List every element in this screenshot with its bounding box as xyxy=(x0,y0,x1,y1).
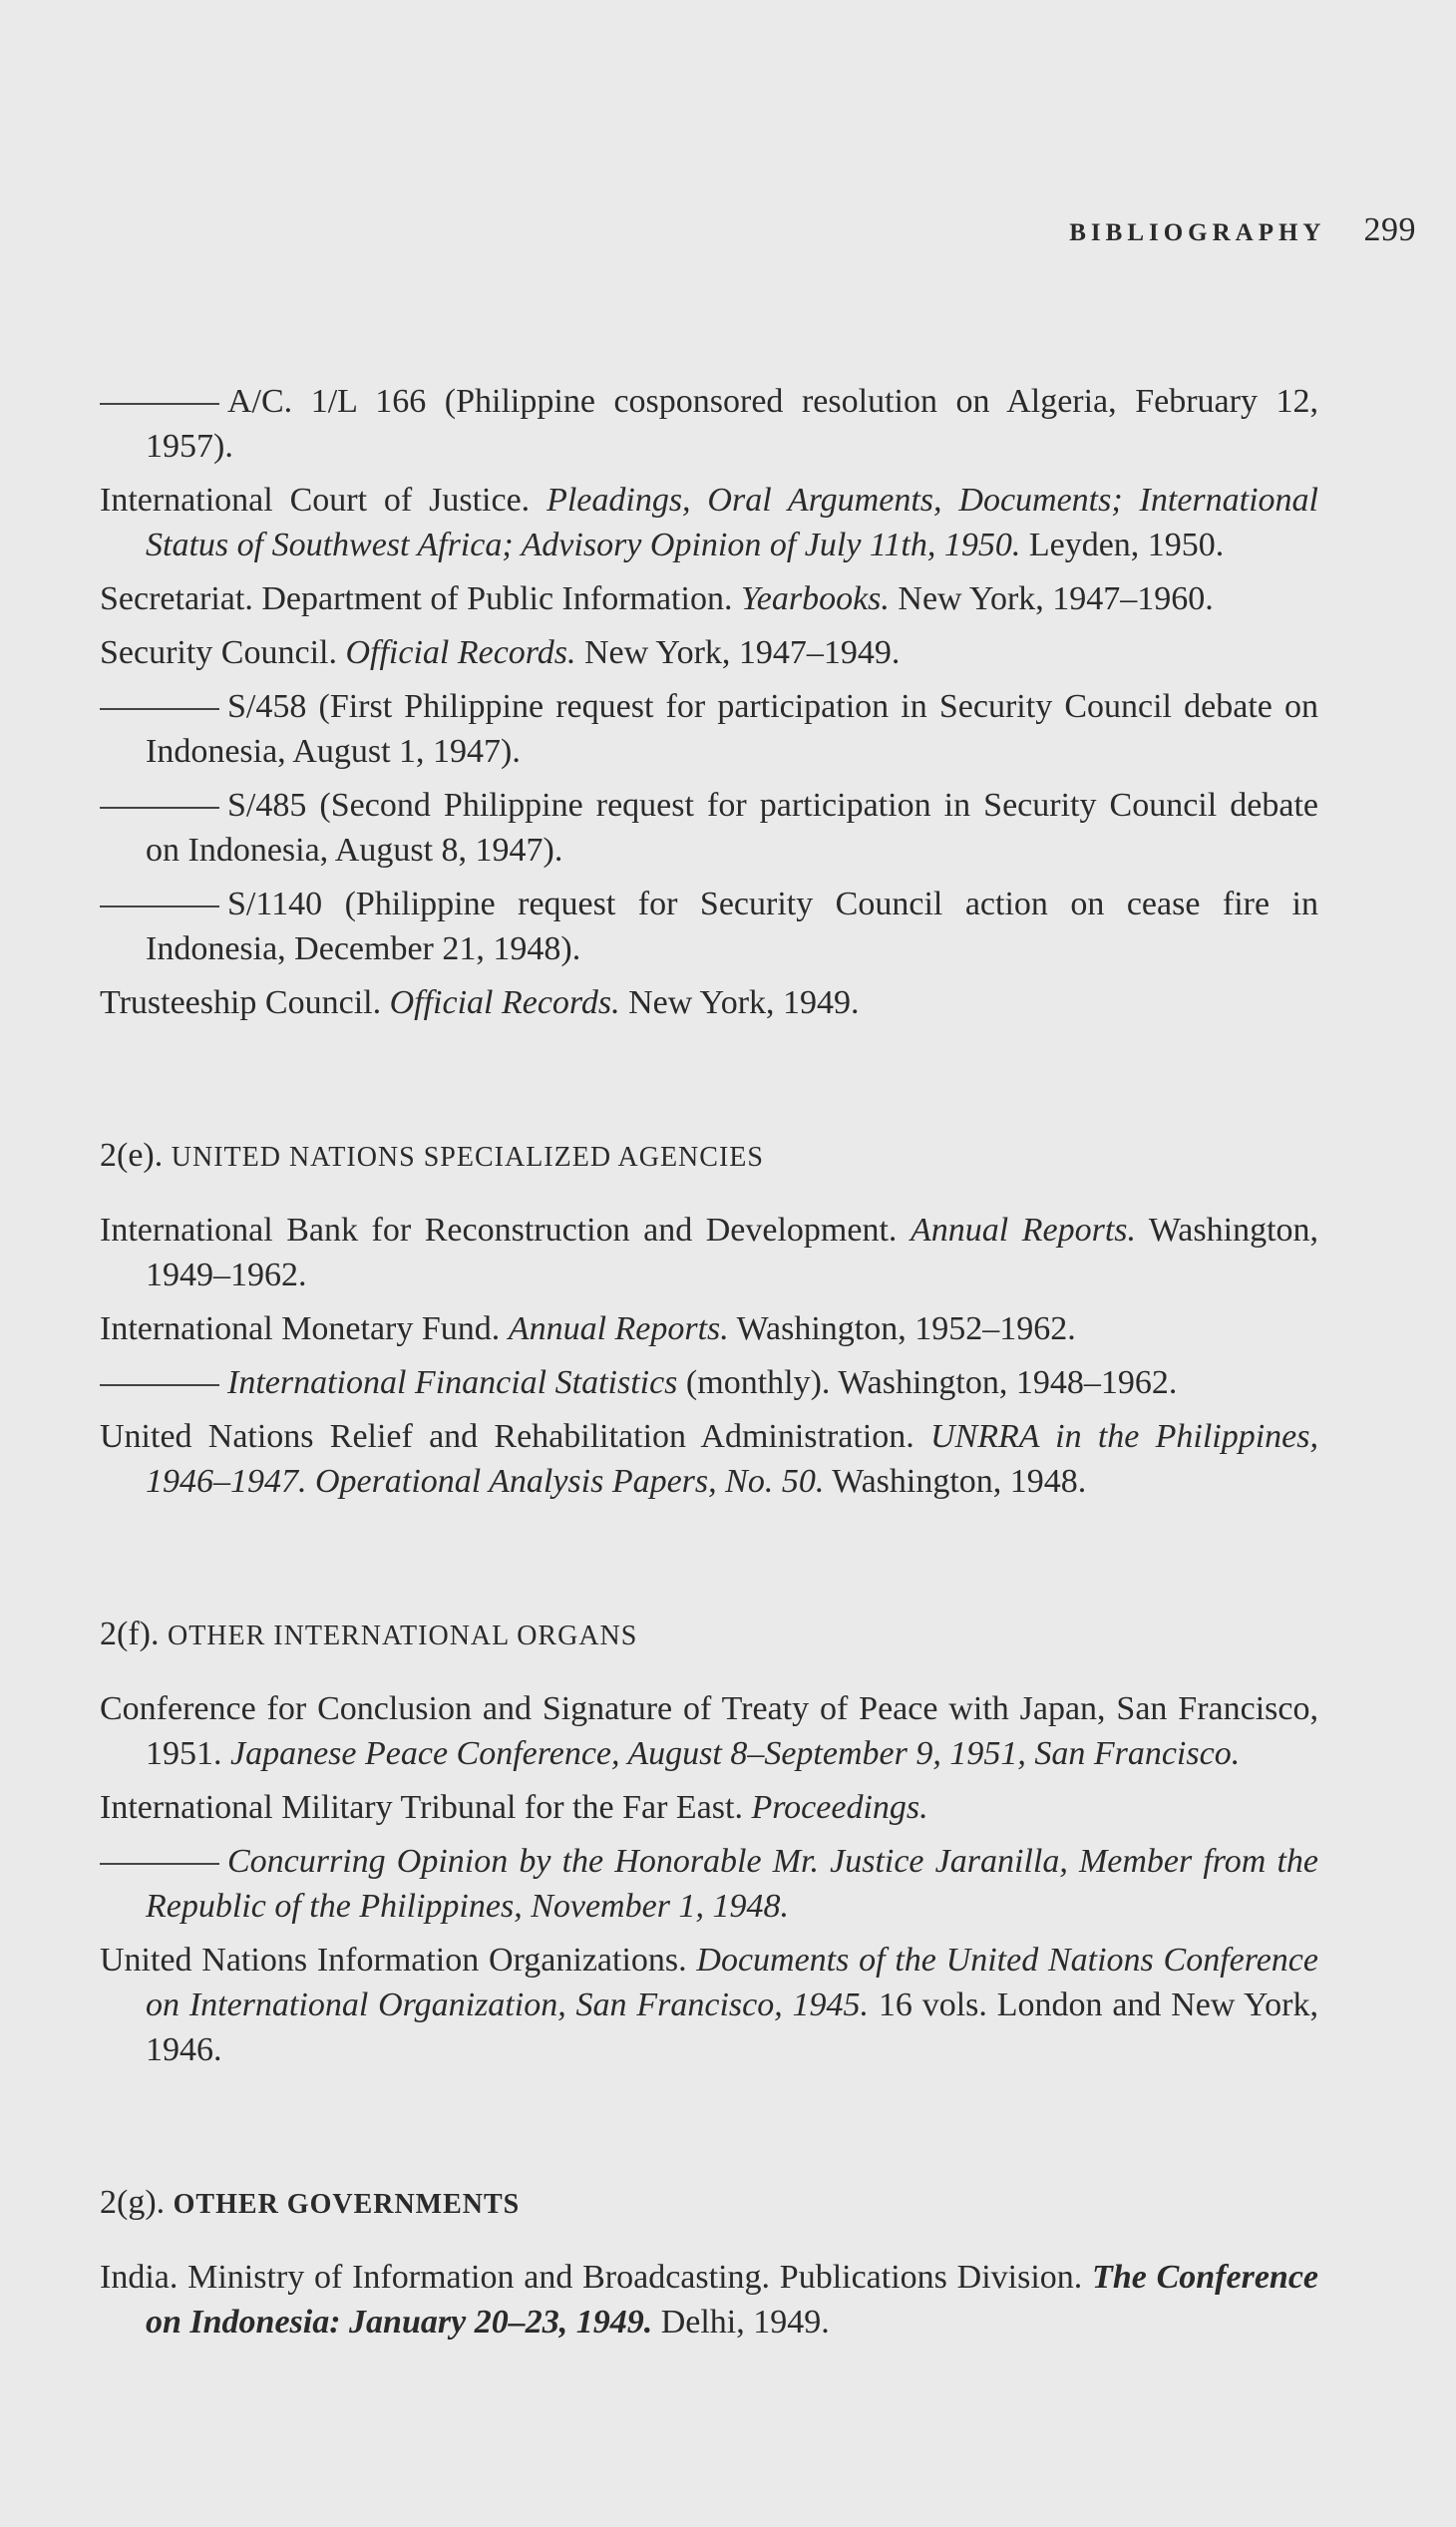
entry-author: United Nations Relief and Rehabilitation Administration. xyxy=(100,1418,930,1455)
bibliography-entry xyxy=(100,1686,1318,1776)
specialized-agencies-list xyxy=(100,1208,1318,1504)
un-documents-list xyxy=(100,379,1318,1025)
bibliography-entry xyxy=(100,1306,1318,1351)
entry-author: Secretariat. Department of Public Information. xyxy=(100,580,741,617)
bibliography-entry xyxy=(100,783,1318,873)
running-head: BIBLIOGRAPHY xyxy=(1069,219,1326,246)
ditto-dash xyxy=(100,1384,219,1386)
section-heading-2e xyxy=(100,1133,1318,1180)
entry-imprint: Washington, 1948. xyxy=(824,1463,1087,1500)
entry-author: Security Council. xyxy=(100,634,346,671)
entry-title: Yearbooks. xyxy=(740,580,890,617)
ditto-dash xyxy=(100,905,219,907)
entry-imprint: Washington, 1952–1962. xyxy=(728,1310,1076,1347)
bibliography-entry xyxy=(100,882,1318,971)
entry-author: United Nations Information Organizations. xyxy=(100,1942,697,1979)
section-heading-2g xyxy=(100,2180,1318,2227)
bibliography-entry xyxy=(100,478,1318,567)
entry-imprint: Washington, 1949–1962. xyxy=(146,1212,1319,1293)
ditto-dash xyxy=(100,1863,219,1865)
bibliography-entry xyxy=(100,1938,1318,2072)
other-governments-list xyxy=(100,2255,1318,2345)
entry-imprint: Leyden, 1950. xyxy=(1020,527,1225,563)
page-header xyxy=(0,211,1416,249)
bibliography-entry xyxy=(100,379,1318,469)
entry-imprint: Delhi, 1949. xyxy=(652,2304,830,2341)
entry-title: International Financial Statistics xyxy=(227,1364,678,1401)
entry-author: International Court of Justice. xyxy=(100,482,547,519)
entry-title: Official Records. xyxy=(389,984,620,1021)
entry-author: International Bank for Reconstruction and Development. xyxy=(100,1212,910,1249)
entry-title: Official Records. xyxy=(345,634,576,671)
entry-imprint: New York, 1947–1949. xyxy=(575,634,901,671)
entry-title: Concurring Opinion by the Honorable Mr. Justice Jaranilla, Member from the Republic of the Philippines, November 1, 1948. xyxy=(146,1843,1318,1925)
entry-title: Proceedings. xyxy=(751,1789,928,1826)
entry-author: Trusteeship Council. xyxy=(100,984,390,1021)
ditto-dash xyxy=(100,708,219,710)
bibliography-entry xyxy=(100,630,1318,675)
page-number: 299 xyxy=(1363,211,1416,248)
entry-author: India. Ministry of Information and Broadcasting. Publications Division. xyxy=(100,2259,1093,2296)
bibliography-entry xyxy=(100,684,1318,774)
section-number: 2(e). xyxy=(100,1137,164,1174)
entry-imprint: New York, 1949. xyxy=(619,984,860,1021)
entry-imprint: New York, 1947–1960. xyxy=(889,580,1214,617)
entry-title: Annual Reports. xyxy=(508,1310,729,1347)
bibliography-entry xyxy=(100,1839,1318,1929)
bibliography-entry xyxy=(100,576,1318,621)
entry-title: Documents of the United Nations Conference on International Organization, San Francisco, 1945. xyxy=(146,1942,1318,2023)
bibliography-entry xyxy=(100,1360,1318,1405)
entry-title: Pleadings, Oral Arguments, Documents; International Status of Southwest Africa; Advisory Opinion of July 11th, 1950. xyxy=(146,482,1318,563)
ditto-dash xyxy=(100,807,219,809)
other-international-organs-list xyxy=(100,1686,1318,2072)
entry-text: S/485 (Second Philippine request for participation in Security Council debate on Indonesia, August 8, 1947). xyxy=(146,787,1318,869)
entry-text: S/458 (First Philippine request for participation in Security Council debate on Indonesia, August 1, 1947). xyxy=(146,688,1318,770)
entry-title: UNRRA in the Philippines, 1946–1947. Operational Analysis Papers, No. 50. xyxy=(146,1418,1318,1500)
entry-author: International Monetary Fund. xyxy=(100,1310,509,1347)
entry-text: S/1140 (Philippine request for Security Council action on cease fire in Indonesia, December 21, 1948). xyxy=(146,886,1318,967)
bibliography-content xyxy=(100,379,1318,2353)
entry-author: International Military Tribunal for the Far East. xyxy=(100,1789,752,1826)
section-number: 2(f). xyxy=(100,1616,160,1652)
entry-title: Annual Reports. xyxy=(910,1212,1136,1249)
entry-imprint: (monthly). Washington, 1948–1962. xyxy=(677,1364,1178,1401)
section-title: OTHER GOVERNMENTS xyxy=(173,2189,521,2220)
entry-text: A/C. 1/L 166 (Philippine cosponsored resolution on Algeria, February 12, 1957). xyxy=(146,383,1318,465)
entry-author: Conference for Conclusion and Signature of Treaty of Peace with Japan, San Francisco, 1951. xyxy=(100,1690,1318,1772)
section-heading-2f xyxy=(100,1612,1318,1658)
bibliography-entry xyxy=(100,980,1318,1025)
bibliography-entry xyxy=(100,1785,1318,1830)
section-title: OTHER INTERNATIONAL ORGANS xyxy=(167,1621,638,1651)
bibliography-entry xyxy=(100,1414,1318,1504)
entry-title: Japanese Peace Conference, August 8–September 9, 1951, San Francisco. xyxy=(230,1735,1241,1772)
section-number: 2(g). xyxy=(100,2184,166,2221)
ditto-dash xyxy=(100,403,219,405)
entry-imprint: 16 vols. London and New York, 1946. xyxy=(146,1986,1318,2068)
bibliography-entry xyxy=(100,1208,1318,1297)
section-title: UNITED NATIONS SPECIALIZED AGENCIES xyxy=(171,1142,764,1173)
entry-title: The Conference on Indonesia: January 20–23, 1949. xyxy=(146,2259,1318,2341)
bibliography-entry xyxy=(100,2255,1318,2345)
